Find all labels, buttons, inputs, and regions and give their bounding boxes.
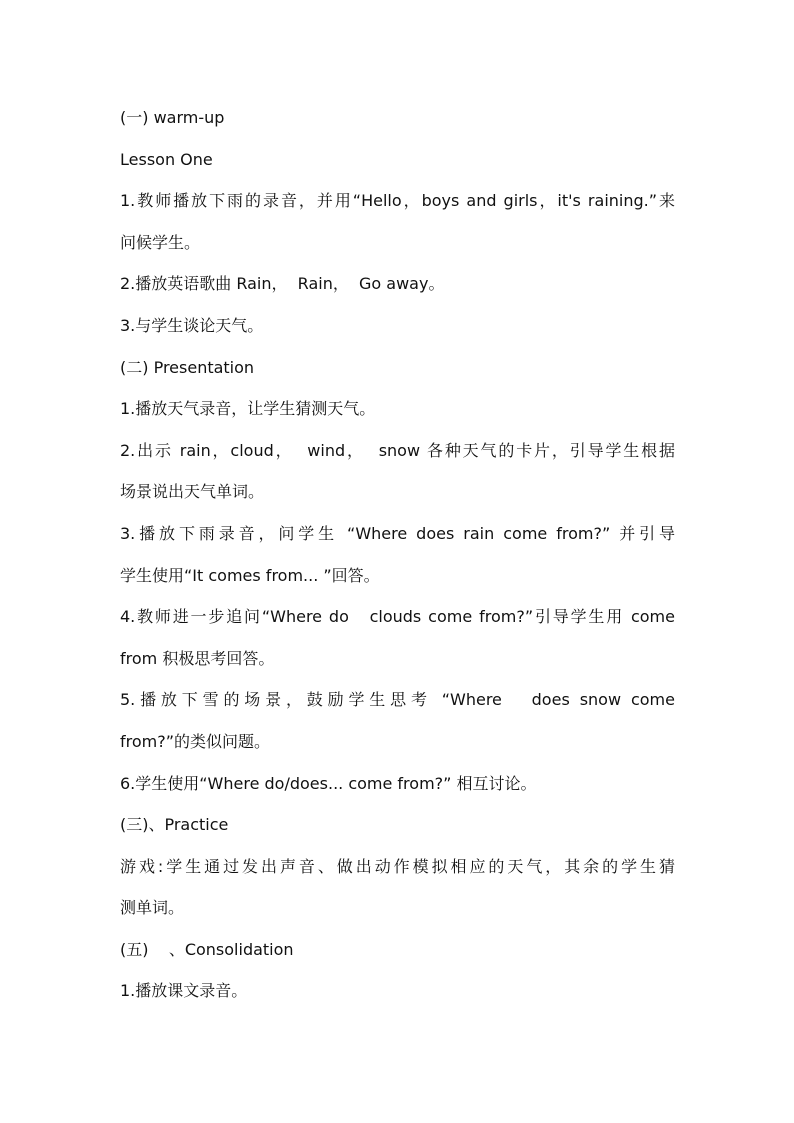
paragraph-line: 测单词。 (120, 898, 185, 918)
paragraph-line: 3.播放下雨录音，问学生 “Where does rain come from?” 并引导 (120, 523, 675, 543)
paragraph-line: 5.播放下雪的场景，鼓励学生思考 “Where does snow come (120, 690, 675, 710)
paragraph-line: 1.播放课文录音。 (120, 981, 248, 1001)
paragraph-line: 学生使用“It comes from... ”回答。 (120, 565, 380, 585)
paragraph-line: 1.播放天气录音，让学生猜测天气。 (120, 399, 376, 419)
section-heading-practice: (三)、Practice (120, 815, 229, 835)
paragraph-line: 2.播放英语歌曲 Rain， Rain， Go away。 (120, 274, 445, 294)
section-heading-warm-up: (一) warm-up (120, 108, 225, 127)
paragraph-line: from 积极思考回答。 (120, 648, 275, 668)
lesson-plan-body (120, 97, 675, 1012)
paragraph-line: from?”的类似问题。 (120, 731, 271, 751)
section-heading-consolidation: (五) 、Consolidation (120, 939, 294, 959)
paragraph-line: 问候学生。 (120, 232, 201, 252)
paragraph-line: 游戏:学生通过发出声音、做出动作模拟相应的天气，其余的学生猜 (120, 856, 675, 876)
paragraph-line: 6.学生使用“Where do/does... come from?” 相互讨论。 (120, 773, 537, 793)
paragraph-line: 2.出示 rain，cloud， wind， snow 各种天气的卡片，引导学生根据 (120, 440, 675, 460)
section-heading-presentation: (二) Presentation (120, 357, 255, 377)
paragraph-line: 4.教师进一步追问“Where do clouds come from?”引导学生用 come (120, 607, 675, 627)
paragraph-line: 场景说出天气单词。 (120, 482, 265, 502)
lesson-title: Lesson One (120, 149, 213, 169)
paragraph-line: 3.与学生谈论天气。 (120, 315, 264, 335)
paragraph-line: 1.教师播放下雨的录音，并用“Hello，boys and girls，it's raining.”来 (120, 191, 675, 211)
